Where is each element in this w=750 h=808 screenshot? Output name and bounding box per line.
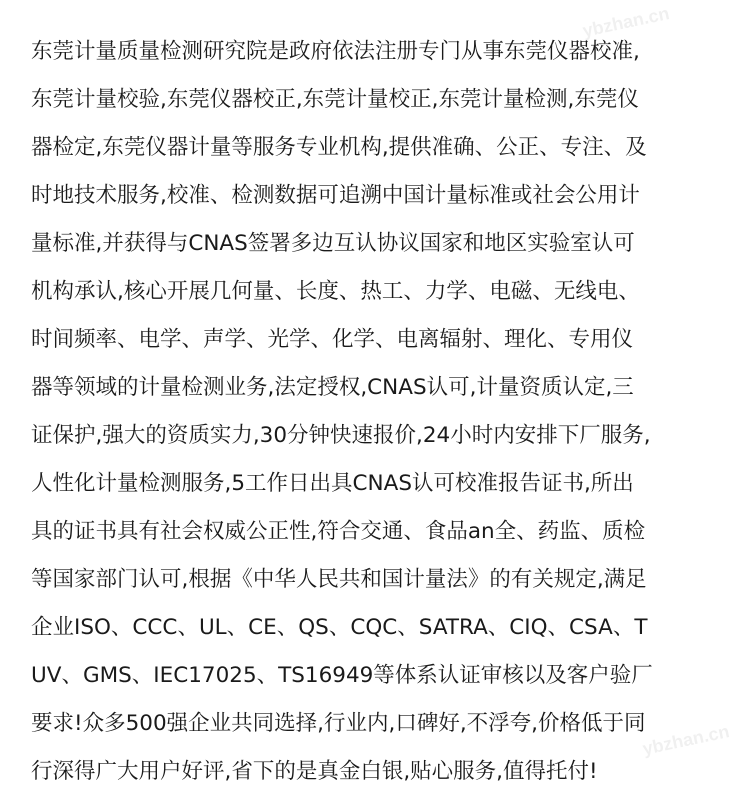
- text-line: 企业ISO、CCC、UL、CE、QS、CQC、SATRA、CIQ、CSA、T: [31, 615, 648, 640]
- text-line: 要求!众多500强企业共同选择,行业内,口碑好,不浮夸,价格低于同: [31, 711, 646, 736]
- text-line: 机构承认,核心开展几何量、长度、热工、力学、电磁、无线电、: [31, 279, 640, 304]
- text-line: 等国家部门认可,根据《中华人民共和国计量法》的有关规定,满足: [31, 567, 647, 592]
- text-line: 器检定,东莞仪器计量等服务专业机构,提供准确、公正、专注、及: [31, 135, 647, 160]
- text-line: 东莞计量质量检测研究院是政府依法注册专门从事东莞仪器校准,: [31, 39, 640, 64]
- text-line: 量标准,并获得与CNAS签署多边互认协议国家和地区实验室认可: [31, 231, 635, 256]
- text-line: 行深得广大用户好评,省下的是真金白银,贴心服务,值得托付!: [31, 759, 598, 784]
- text-line: 人性化计量检测服务,5工作日出具CNAS认可校准报告证书,所出: [31, 471, 634, 496]
- watermark: ybzhan.cn: [580, 3, 672, 41]
- text-line: 时地技术服务,校准、检测数据可追溯中国计量标准或社会公用计: [31, 183, 640, 208]
- text-line: UV、GMS、IEC17025、TS16949等体系认证审核以及客户验厂: [31, 663, 653, 688]
- watermark: ybzhan.cn: [640, 721, 732, 759]
- text-line: 器等领域的计量检测业务,法定授权,CNAS认可,计量资质认定,三: [31, 375, 634, 400]
- text-line: 时间频率、电学、声学、光学、化学、电离辐射、理化、专用仪: [31, 327, 634, 352]
- text-line: 东莞计量校验,东莞仪器校正,东莞计量校正,东莞计量检测,东莞仪: [31, 87, 639, 112]
- text-line: 具的证书具有社会权威公正性,符合交通、食品an全、药监、质检: [31, 519, 646, 544]
- article-body: [31, 28, 721, 796]
- text-line: 证保护,强大的资质实力,30分钟快速报价,24小时内安排下厂服务,: [31, 423, 651, 448]
